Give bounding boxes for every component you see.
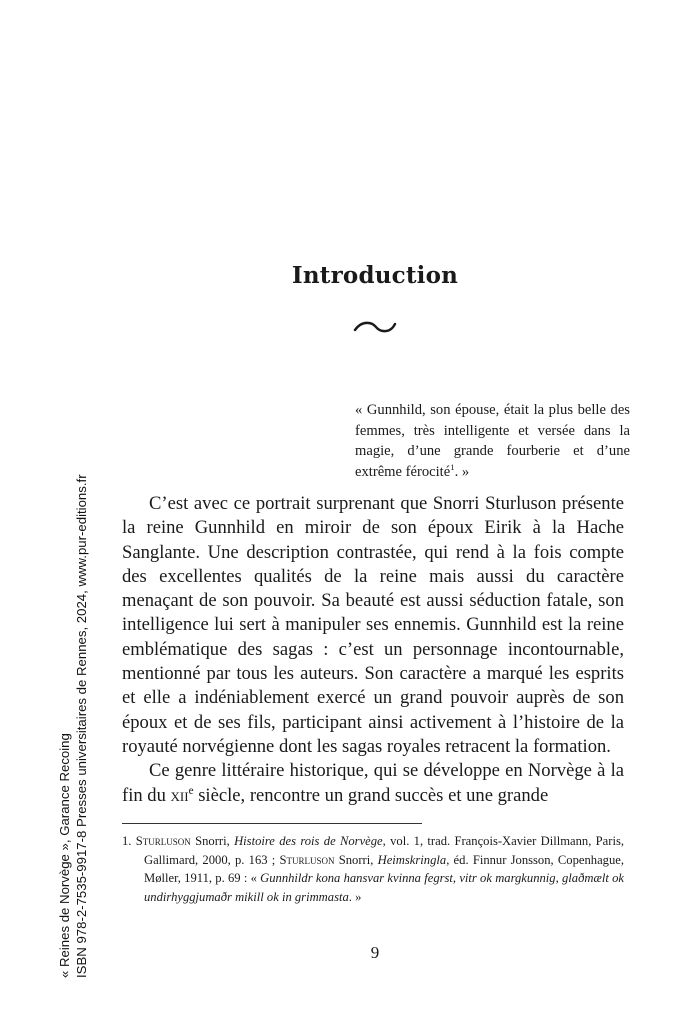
- footnote-divider: [122, 823, 422, 824]
- footnote-text: , éd. Finnur Jonsson, Copenhague, Møller, 1911, p. 69 : «: [144, 852, 624, 885]
- paragraph: C’est avec ce portrait surprenant que Snorri Sturluson présente la reine Gunnhild en miroir de son époux Eirik à la Hache Sanglante. Une description contrastée, qui rend à la fois compte des excellentes qualités de la reine mais aussi du caractère menaçant de son pouvoir. Sa beauté est aussi séduction fatale, son intelligence lui sert à manipuler ses ennemis. Gunnhild est la reine emblématique des sagas : c’est un personnage incontournable, mentionné par tous les auteurs. Son caractère a marqué les esprits et elle a indéniablement exercé un grand pouvoir auprès de son époux et de ses fils, participant ainsi activement à l’histoire de la royauté norvégienne dont les sagas royales retracent la formation.: [122, 493, 624, 757]
- footnote-quote: Gunnhildr kona hansvar kvinna fegrst, vitr ok margkunnig, glaðmælt ok undirhyggjumaðr mikill ok in grimmasta: [144, 871, 625, 904]
- footnote-ref[interactable]: 1: [450, 461, 455, 472]
- footnote-number: 1.: [122, 834, 132, 848]
- footnote-work-title: Histoire des rois de Norvège: [234, 834, 383, 848]
- footnote-work-title: Heimskringla: [377, 852, 447, 867]
- footnote-author: Sturluson: [279, 852, 335, 867]
- footnote-author: Sturluson: [135, 834, 191, 848]
- body-text: [122, 492, 624, 808]
- side-credit-line: « Reines de Norvège », Garance Recoing: [57, 733, 72, 978]
- paragraph: [122, 759, 624, 808]
- epigraph-close: . »: [454, 463, 470, 480]
- century-superscript: e: [188, 784, 194, 797]
- paragraph-text: siècle, rencontre un grand succès et une grande: [193, 784, 549, 806]
- page-title: Introduction: [291, 262, 459, 289]
- side-credit-line: ISBN 978-2-7535-9917-8 Presses universitaires de Rennes, 2024, www.pur-editions.fr: [73, 474, 89, 978]
- footnote: [122, 832, 624, 906]
- footnote-text: . »: [348, 889, 362, 904]
- epigraph-text: « Gunnhild, son épouse, était la plus belle des femmes, très intelligente et versée dans la magie, d’une grande fourberie et d’une extrême férocité: [355, 402, 630, 480]
- century-numeral: xii: [170, 784, 189, 806]
- footnote-text: , vol. 1, trad. François-Xavier Dillmann, Paris, Gallimard, 2000, p. 163 ;: [144, 834, 625, 867]
- epigraph: [355, 400, 630, 482]
- page-number: 9: [370, 943, 380, 962]
- footnote-text: Snorri,: [334, 852, 378, 867]
- paragraph-text: Ce genre littéraire historique, qui se développe en Norvège à la fin du: [122, 760, 624, 806]
- side-credit: [57, 474, 90, 978]
- tilde-ornament-icon: [352, 318, 398, 336]
- footnote-text: Snorri,: [190, 834, 235, 848]
